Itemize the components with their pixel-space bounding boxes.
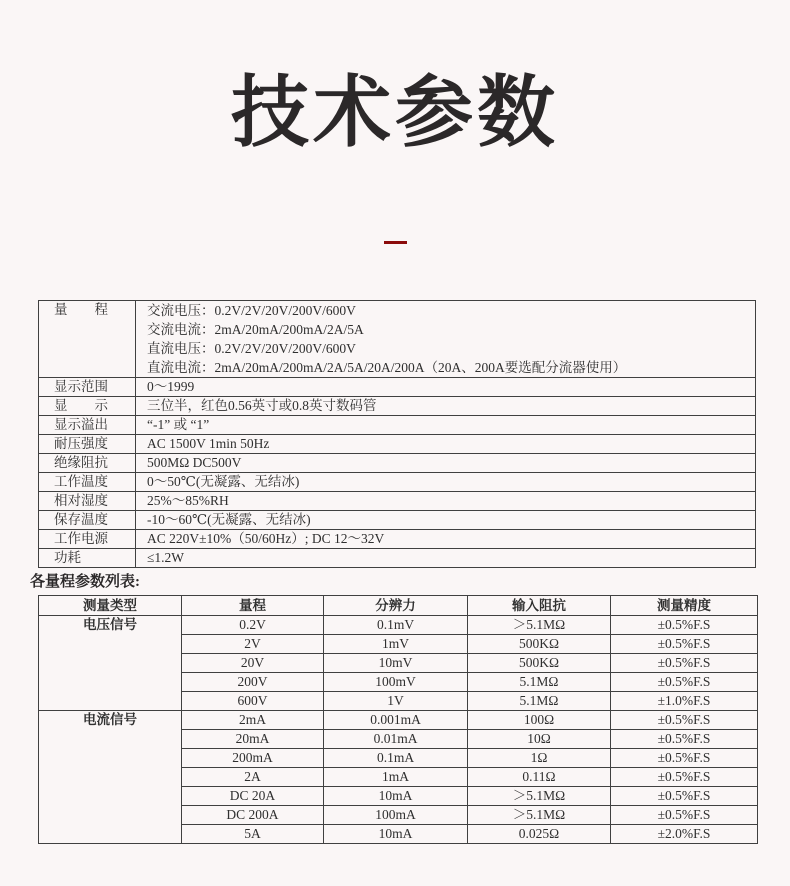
range-cell: ＞5.1MΩ: [468, 616, 611, 635]
spec-value-line: 直流电压：0.2V/2V/20V/200V/600V: [147, 341, 356, 356]
page-title: 技术参数: [230, 68, 559, 156]
spec-row: [39, 511, 756, 530]
range-cell: 1V: [324, 692, 468, 711]
range-cell: 1Ω: [468, 749, 611, 768]
spec-value: AC 220V±10%（50/60Hz）; DC 12～32V: [136, 530, 756, 549]
range-cell: 5.1MΩ: [468, 673, 611, 692]
range-cell: ±1.0%F.S: [611, 692, 758, 711]
spec-label: 保存温度: [39, 511, 136, 530]
range-cell: 10Ω: [468, 730, 611, 749]
spec-label: 绝缘阻抗: [39, 454, 136, 473]
range-header-cell: 量程: [182, 596, 324, 616]
range-type-cell: 电流信号: [39, 711, 182, 844]
range-cell: ±0.5%F.S: [611, 787, 758, 806]
range-cell: ±0.5%F.S: [611, 711, 758, 730]
spec-value-line: 直流电流：2mA/20mA/200mA/2A/5A/20A/200A（20A、200A要选配分流器使用）: [147, 360, 627, 375]
spec-row: [39, 492, 756, 511]
table-row: [39, 616, 758, 635]
spec-label: 工作电源: [39, 530, 136, 549]
range-cell: DC 200A: [182, 806, 324, 825]
spec-value: AC 1500V 1min 50Hz: [136, 435, 756, 454]
spec-label: 耐压强度: [39, 435, 136, 454]
range-cell: 100mV: [324, 673, 468, 692]
range-cell: 2A: [182, 768, 324, 787]
range-cell: 2V: [182, 635, 324, 654]
range-header-cell: 测量精度: [611, 596, 758, 616]
range-cell: 600V: [182, 692, 324, 711]
range-header-row: [39, 596, 758, 616]
spec-row: [39, 530, 756, 549]
spec-value: 三位半，红色0.56英寸或0.8英寸数码管: [136, 397, 756, 416]
spec-value-line: 交流电压：0.2V/2V/20V/200V/600V: [147, 303, 356, 318]
spec-table: [38, 300, 756, 568]
spec-row: [39, 549, 756, 568]
range-cell: 200V: [182, 673, 324, 692]
spec-label: 显示溢出: [39, 416, 136, 435]
range-cell: 0.2V: [182, 616, 324, 635]
spec-value: 25%～85%RH: [136, 492, 756, 511]
range-cell: 500KΩ: [468, 635, 611, 654]
spec-value: 0～1999: [136, 378, 756, 397]
spec-value-line: 交流电流：2mA/20mA/200mA/2A/5A: [147, 322, 364, 337]
range-cell: ＞5.1MΩ: [468, 787, 611, 806]
spec-row: [39, 435, 756, 454]
range-cell: 0.1mA: [324, 749, 468, 768]
range-cell: ±0.5%F.S: [611, 616, 758, 635]
spec-label: 量 程: [39, 301, 136, 378]
spec-value: 0～50℃(无凝露、无结冰): [136, 473, 756, 492]
range-cell: 10mV: [324, 654, 468, 673]
range-table: [38, 595, 758, 844]
range-cell: 20mA: [182, 730, 324, 749]
spec-label: 相对湿度: [39, 492, 136, 511]
range-table-caption: 各量程参数列表:: [30, 574, 140, 590]
spec-value: ≤1.2W: [136, 549, 756, 568]
range-cell: 0.1mV: [324, 616, 468, 635]
spec-value: 500MΩ DC500V: [136, 454, 756, 473]
range-cell: ±0.5%F.S: [611, 654, 758, 673]
range-header-cell: 测量类型: [39, 596, 182, 616]
range-cell: 500KΩ: [468, 654, 611, 673]
range-cell: 1mV: [324, 635, 468, 654]
range-cell: DC 20A: [182, 787, 324, 806]
title-underline-dash: [384, 241, 407, 244]
spec-value: -10～60℃(无凝露、无结冰): [136, 511, 756, 530]
range-cell: 1mA: [324, 768, 468, 787]
range-cell: 0.11Ω: [468, 768, 611, 787]
range-cell: 0.001mA: [324, 711, 468, 730]
range-cell: 5.1MΩ: [468, 692, 611, 711]
spec-label: 显 示: [39, 397, 136, 416]
spec-label: 工作温度: [39, 473, 136, 492]
range-cell: ＞5.1MΩ: [468, 806, 611, 825]
range-cell: ±0.5%F.S: [611, 806, 758, 825]
range-cell: 20V: [182, 654, 324, 673]
spec-row: [39, 416, 756, 435]
spec-row: [39, 301, 756, 378]
range-cell: 2mA: [182, 711, 324, 730]
range-header-cell: 分辨力: [324, 596, 468, 616]
range-cell: 0.01mA: [324, 730, 468, 749]
range-header-cell: 输入阻抗: [468, 596, 611, 616]
spec-row: [39, 397, 756, 416]
range-cell: 10mA: [324, 825, 468, 844]
spec-row: [39, 454, 756, 473]
table-row: [39, 711, 758, 730]
range-cell: 5A: [182, 825, 324, 844]
range-cell: 200mA: [182, 749, 324, 768]
range-cell: ±0.5%F.S: [611, 673, 758, 692]
range-cell: ±0.5%F.S: [611, 749, 758, 768]
range-cell: 100Ω: [468, 711, 611, 730]
spec-label: 功耗: [39, 549, 136, 568]
spec-value: “-1” 或 “1”: [136, 416, 756, 435]
spec-row: [39, 378, 756, 397]
range-cell: ±0.5%F.S: [611, 730, 758, 749]
range-cell: 100mA: [324, 806, 468, 825]
range-cell: ±0.5%F.S: [611, 635, 758, 654]
range-type-cell: 电压信号: [39, 616, 182, 711]
spec-row: [39, 473, 756, 492]
range-cell: 10mA: [324, 787, 468, 806]
range-cell: ±2.0%F.S: [611, 825, 758, 844]
range-cell: 0.025Ω: [468, 825, 611, 844]
range-cell: ±0.5%F.S: [611, 768, 758, 787]
spec-label: 显示范围: [39, 378, 136, 397]
spec-value: [136, 301, 756, 378]
